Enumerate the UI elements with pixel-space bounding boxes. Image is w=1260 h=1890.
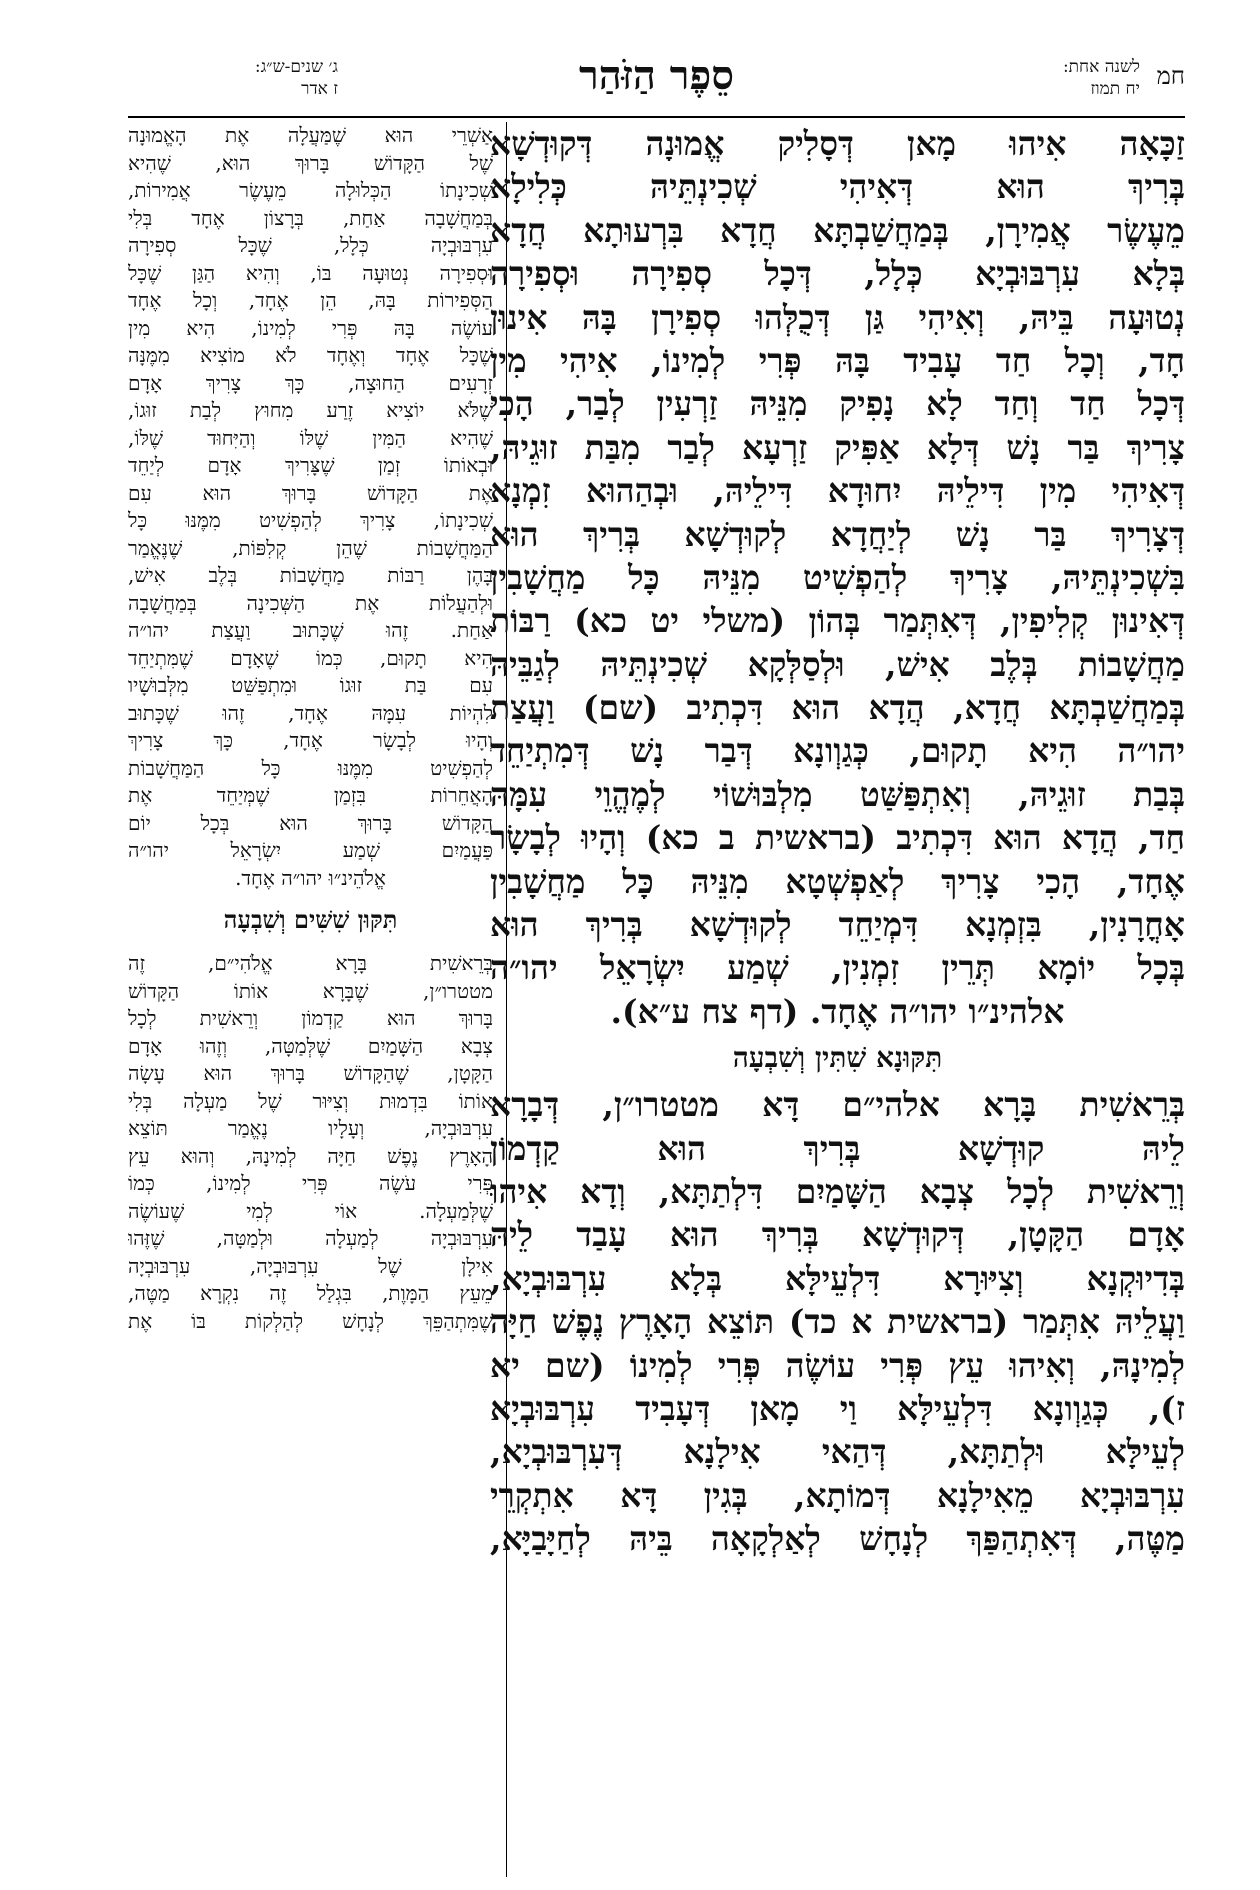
page-number: חמ bbox=[1156, 62, 1185, 90]
text-line: אָחֳרָנִין, בִּזְמְנָא דִּמְיַחֵד לְקוּדְשָׁא בְּרִיךְ הוּא bbox=[490, 905, 1185, 945]
text-line: אֶת הַקָּדוֹשׁ בָּרוּךְ הוּא עִם bbox=[128, 480, 493, 505]
text-line: צְבָא הַשָּׁמַיִם שֶׁלְּמַטָּה, וְזֶהוּ אָדָם bbox=[128, 1033, 493, 1058]
text-line: זַכָּאָה אִיהוּ מָאן דְּסָלִיק אֱמוּנָה דְּקוּדְשָׁא bbox=[490, 124, 1185, 163]
text-line: שֶׁלֹּא יוֹצִיא זֶרַע מִחוּץ לְבַת זוּגוֹ, bbox=[128, 398, 493, 422]
text-line: הַקָּטָן, שֶׁהַקָּדוֹשׁ בָּרוּךְ הוּא עָשָׂה bbox=[128, 1061, 493, 1085]
text-line: שֶׁל הַקָּדוֹשׁ בָּרוּךְ הוּא, שֶׁהִיא bbox=[128, 150, 493, 175]
text-line: בָּהֶן רַבּוֹת מַחֲשָׁבוֹת בְּלֶב אִישׁ, bbox=[128, 563, 493, 587]
header-right-line2: יח תמוז bbox=[1090, 79, 1140, 99]
header-left-line2: ז אדר bbox=[301, 79, 338, 99]
text-line: עִרְבּוּבְיָא מֵאִילָנָא דְּמוֹתָא, בְּגִין דָּא אִתְקְרֵי bbox=[490, 1475, 1185, 1515]
main-column bbox=[490, 122, 1185, 1561]
text-line: עִרְבּוּבְיָה, וְעָלָיו נֶאֱמַר תּוֹצֵא bbox=[128, 1116, 493, 1140]
text-line: ז), כְּגַוְונָא דִּלְעֵילָּא וַי מָאן דְּעָבִיד עִרְבּוּבְיָא bbox=[490, 1388, 1185, 1428]
section-heading: תִּקּוּנָא שִׁתִּין וְשִׁבְעָה bbox=[732, 1041, 943, 1075]
text-line: אַשְׁרֵי הוּא שֶׁמַּעֲלָה אֶת הָאֱמוּנָה bbox=[128, 123, 493, 147]
text-line: שֶׁלְּמַעְלָה. אוֹי לְמִי שֶׁעוֹשֶׂה bbox=[128, 1198, 493, 1223]
text-line: שֶׁמִּתְהַפֵּךְ לְנָחָשׁ לְהַלְקוֹת בּוֹ אֶת bbox=[128, 1308, 493, 1333]
text-line: לְעֵילָּא וּלְתַתָּא, דְּהַאי אִילָנָא דְּעִרְבּוּבְיָא, bbox=[490, 1432, 1185, 1472]
text-line: הָאֲחֵרוֹת בִּזְמַן שֶׁמְּיַחֵד אֶת bbox=[128, 783, 493, 807]
text-line: בְּרֵאשִׁית בָּרָא אלהי״ם דָּא מטטרו״ן, דְּבָרָא bbox=[490, 1085, 1185, 1125]
text-line: וְהָיוּ לְבָשָׂר אֶחָד, כָּךְ צָרִיךְ bbox=[128, 728, 493, 752]
text-line: הִיא תָקוּם, כְּמוֹ שֶׁאָדָם שֶׁמִּתְיַחֵד bbox=[128, 645, 493, 670]
text-line: עִם בַּת זוּגוֹ וּמִתְפַּשֵּׁט מִלְּבוּשָׁיו bbox=[128, 673, 493, 697]
header-left-line1: ג׳ שנים-ש״ג: bbox=[254, 57, 338, 77]
text-line: אָדָם הַקָּטָן, דְּקוּדְשָׁא בְּרִיךְ הוּא עָבַד לֵיהּ bbox=[490, 1215, 1185, 1255]
text-line: לְהַפְשִׁיט מִמֶּנּוּ כָּל הַמַּחֲשָׁבוֹת bbox=[128, 755, 493, 780]
text-line: בִּשְׁכִינְתֵּיהּ, צָרִיךְ לְהַפְשִׁיט מִנֵּיהּ כָּל מַחֲשָׁבִין bbox=[490, 557, 1185, 597]
text-line: דְּצָרִיךְ בַּר נָשׁ לְיַחֲדָא לְקוּדְשָׁא בְּרִיךְ הוּא bbox=[490, 514, 1185, 554]
text-line: בְּמַחֲשַׁבְתָּא חֲדָא, הֲדָא הוּא דִּכְתִיב (שם) וַעֲצַת bbox=[490, 688, 1185, 728]
text-line: לֵיהּ קוּדְשָׁא בְּרִיךְ הוּא קַדְמוֹן bbox=[490, 1128, 1185, 1168]
text-line: בְּרִיךְ הוּא דְּאִיהִי שְׁכִינְתֵּיהּ כְּלִילָא bbox=[490, 167, 1185, 207]
text-line: שְׁכִינָתוֹ, צָרִיךְ לְהַפְשִׁיט מִמֶּנּוּ כָּל bbox=[128, 508, 493, 532]
text-line: מַטֶּה, דְּאִתְהַפַּךְ לְנָחָשׁ לְאַלְקָאָה בֵּיהּ לְחַיָּבַיָּא, bbox=[490, 1519, 1185, 1559]
text-line: מֵעֵץ הַמָּוֶת, בִּגְלַל זֶה נִקְרָא מַטֶּה, bbox=[128, 1281, 493, 1305]
text-line: וַעֲלֵיהּ אִתְּמַר (בראשית א כד) תּוֹצֵא הָאָרֶץ נֶפֶשׁ חַיָּה bbox=[490, 1302, 1185, 1342]
text-line: פַּעֲמַיִם שְׁמַע יִשְׂרָאֵל יהו״ה bbox=[128, 838, 493, 862]
text-line: בְּבַת זוּגֵיהּ, וְאִתְפַּשַּׁט מִלְבּוּשׁוֹי לְמֶהֱוֵי עִמָּהּ bbox=[490, 774, 1185, 814]
text-line: מֵעֶשֶׂר אֲמִירָן, בְּמַחֲשַׁבְתָּא חֲדָא בִּרְעוּתָא חֲדָא bbox=[490, 210, 1185, 250]
text-line: מַחֲשָׁבוֹת בְּלֶב אִישׁ, וּלְסַלְּקָא שְׁכִינְתֵּיהּ לְגַבֵּיהּ bbox=[490, 644, 1185, 684]
text-line: מטטרו״ן, שֶׁבָּרָא אוֹתוֹ הַקָּדוֹשׁ bbox=[128, 978, 493, 1003]
header-rule bbox=[128, 116, 1185, 118]
text-line: דְּאִיהִי מִין דִּילֵיהּ יִחוּדָא דִּילֵיהּ, וּבְהַהוּא זִמְנָא bbox=[490, 471, 1185, 511]
header-right-line1: לשנה אחת: bbox=[1062, 57, 1140, 77]
text-line: הַקָּדוֹשׁ בָּרוּךְ הוּא בְּכָל יוֹם bbox=[128, 810, 493, 835]
text-line: וּלְהַעֲלוֹת אֶת הַשְּׁכִינָה בְּמַחֲשָׁבָה bbox=[128, 590, 493, 615]
text-line: דְּאִינוּן קְלִיפִין, דְּאִתְּמַר בְּהוֹן (משלי יט כא) רַבּוֹת bbox=[490, 601, 1185, 641]
text-line: עוֹשֶׂה בָּהּ פְּרִי לְמִינוֹ, הִיא מִין bbox=[128, 315, 493, 340]
text-line: אַחַת. זֶהוּ שֶׁכָּתוּב וַעֲצַת יהו״ה bbox=[128, 618, 493, 642]
translation-column bbox=[128, 122, 493, 1335]
text-line: אוֹתוֹ בִּדְמוּת וְצִיּוּר שֶׁל מַעְלָה בְּלִי bbox=[128, 1088, 493, 1113]
text-line: אֶחָד, הָכִי צָרִיךְ לְאַפְשְׁטָא מִנֵּיהּ כָּל מַחֲשָׁבִין bbox=[490, 861, 1185, 901]
text-line: בְּרֵאשִׁית בָּרָא אֱלֹהִי״ם, זֶה bbox=[128, 951, 493, 975]
page-title: סֵפֶר הַזֹּהַר bbox=[579, 52, 734, 99]
text-line: שֶׁהִיא הַמִּין שֶׁלּוֹ וְהַיִּחוּד שֶׁלּוֹ, bbox=[128, 425, 493, 450]
text-line: אֱלֹהֵינ״וּ יהו״ה אֶחָד. bbox=[235, 865, 386, 890]
text-line: אִילָן שֶׁל עִרְבּוּבְיָה, עִרְבּוּבְיָה bbox=[128, 1253, 493, 1278]
text-line: בְּדִיוּקְנָא וְצִיּוּרָא דִּלְעֵילָּא בְּלָא עִרְבּוּבְיָא, bbox=[490, 1258, 1185, 1298]
text-line: בְּלָא עִרְבּוּבְיָא כְּלָל, דְּכָל סְפִירָה וּסְפִירָה bbox=[490, 254, 1185, 294]
text-line: בְּכָל יוֹמָא תְּרֵין זִמְנִין, שְׁמַע יִשְׂרָאֵל יהו״ה bbox=[490, 948, 1185, 988]
text-line: לִהְיוֹת עִמָּהּ אֶחָד, זֶהוּ שֶׁכָּתוּב bbox=[128, 700, 493, 725]
text-line: בָּרוּךְ הוּא קַדְמוֹן וְרֵאשִׁית לְכָל bbox=[128, 1006, 493, 1030]
text-line: צָרִיךְ בַּר נָשׁ דְּלָא אַפִּיק זַרְעָא לְבַר מִבַּת זוּגֵיהּ, bbox=[490, 427, 1185, 467]
text-line: שְׁכִינָתוֹ הַכְּלוּלָה מֵעֶשֶׂר אֲמִירוֹת, bbox=[128, 178, 493, 202]
page-header bbox=[128, 52, 1185, 114]
text-line: יהו״ה הִיא תָקוּם, כְּגַוְונָא דְּבַר נָשׁ דְּמִתְיַחֵד bbox=[490, 731, 1185, 771]
text-line: שֶׁכָּל אֶחָד וְאֶחָד לֹא מוֹצִיא מִמֶּנָּה bbox=[128, 343, 493, 367]
text-line: נְטוּעָה בֵּיהּ, וְאִיהִי גַּן דְּכֻלְּהוּ סְפִירָן בָּהּ אִינוּן bbox=[490, 297, 1185, 337]
text-line: חַד, הֲדָא הוּא דִּכְתִיב (בראשית ב כא) וְהָיוּ לְבָשָׂר bbox=[490, 818, 1185, 858]
text-line: הַמַּחֲשָׁבוֹת שֶׁהֵן קְלִפּוֹת, שֶׁנֶּאֱמַר bbox=[128, 535, 493, 560]
header-left-info bbox=[128, 56, 338, 100]
section-heading: תִּקּוּן שִׁשִּׁים וְשִׁבְעָה bbox=[223, 905, 398, 934]
text-line: וְרֵאשִׁית לְכָל צְבָא הַשָּׁמַיִם דִּלְתַתָּא, וְדָא אִיהוּ bbox=[490, 1171, 1185, 1211]
text-line: זְרָעִים הַחוּצָה, כָּךְ צָרִיךְ אָדָם bbox=[128, 370, 493, 395]
text-line: לְמִינָהּ, וְאִיהוּ עֵץ פְּרִי עוֹשֶׂה פְּרִי לְמִינוֹ (שם יא bbox=[490, 1345, 1185, 1385]
text-line: אלהינ״ו יהו״ה אֶחָד. (דף צח ע״א). bbox=[610, 991, 1065, 1031]
text-line: דְּכָל חַד וְחַד לָא נָפִיק מִנֵּיהּ זַרְעִין לְבַר, הָכִי bbox=[490, 384, 1185, 424]
text-line: עִרְבּוּבְיָה לְמַעְלָה וּלְמַטָּה, שֶׁזֶּהוּ bbox=[128, 1226, 493, 1250]
text-line: הַסְּפִירוֹת בָּהּ, הֵן אֶחָד, וְכָל אֶחָד bbox=[128, 288, 493, 312]
text-line: פְּרִי עֹשֶׂה פְּרִי לְמִינוֹ, כְּמוֹ bbox=[128, 1171, 493, 1195]
text-line: עִרְבּוּבְיָה כְּלָל, שֶׁכָּל סְפִירָה bbox=[128, 233, 493, 257]
text-line: וּסְפִירָה נְטוּעָה בּוֹ, וְהִיא הַגַּן שֶׁכָּל bbox=[128, 260, 493, 285]
text-line: וּבְאוֹתוֹ זְמַן שֶׁצָּרִיךְ אָדָם לְיַחֵד bbox=[128, 453, 493, 477]
text-line: בְּמַחֲשָׁבָה אַחַת, בְּרָצוֹן אֶחָד בְּלִי bbox=[128, 205, 493, 230]
text-line: חָד, וְכָל חַד עָבִיד בָּהּ פְּרִי לְמִינוֹ, אִיהִי מִין bbox=[490, 340, 1185, 380]
text-line: הָאָרֶץ נֶפֶשׁ חַיָּה לְמִינָהּ, וְהוּא עֵץ bbox=[128, 1143, 493, 1168]
